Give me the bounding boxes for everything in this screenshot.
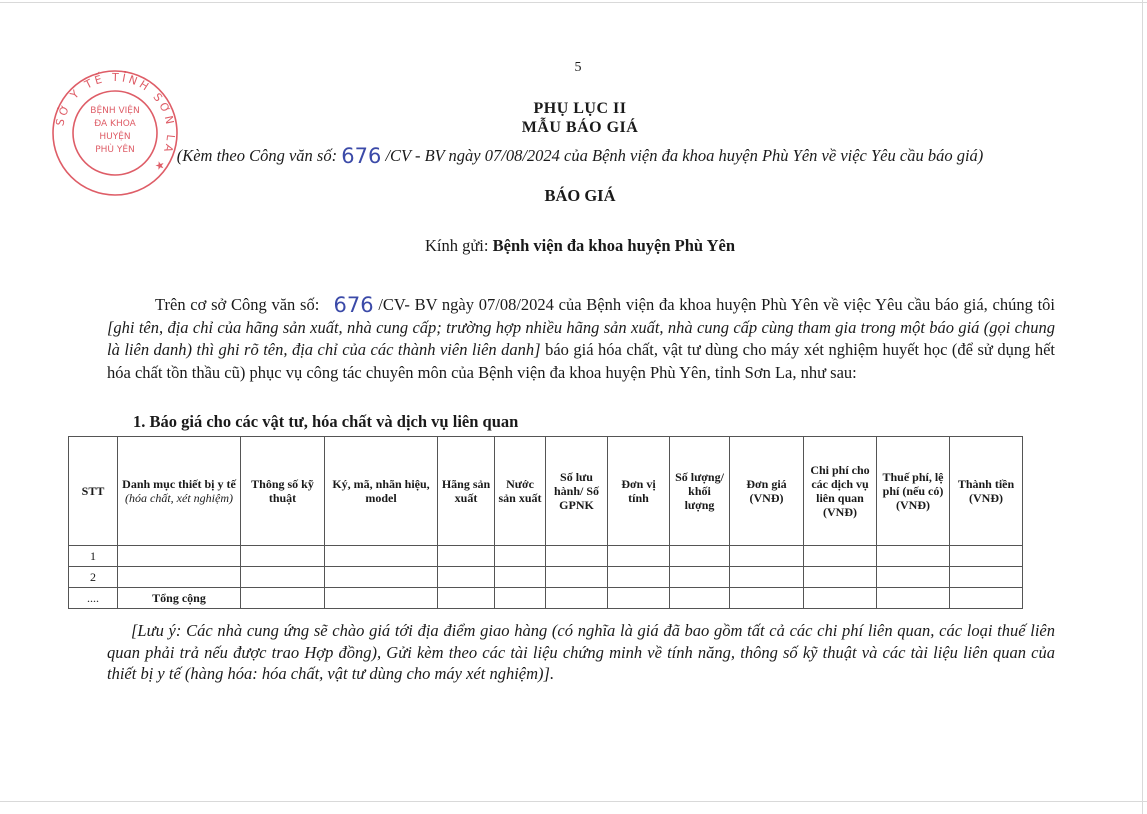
page-number: 5 bbox=[574, 60, 582, 75]
table-cell bbox=[877, 546, 950, 567]
header-thong-so: Thông số kỹ thuật bbox=[241, 437, 325, 546]
svg-text:ĐA KHOA: ĐA KHOA bbox=[94, 119, 136, 129]
hospital-stamp-icon bbox=[50, 68, 180, 198]
table-total-row bbox=[69, 588, 1023, 609]
table-cell bbox=[670, 567, 730, 588]
paragraph-italic: [ghi tên, địa chỉ của hãng sản xuất, nhà cung cấp; trường hợp nhiều hãng sản xuất, nhà cung cấp cùng tham gia trong một báo giá (gọi chung là liên danh) thì ghi rõ tên, địa chỉ của các thành viên liên danh] bbox=[107, 317, 1055, 359]
header-danh-muc-note: (hóa chất, xét nghiệm) bbox=[125, 491, 233, 505]
paragraph-part2: /CV- BV ngày 07/08/2024 của Bệnh viện đa khoa huyện Phù Yên về việc Yêu cầu báo giá, chúng tôi bbox=[378, 295, 1056, 314]
header-danh-muc-label: Danh mục thiết bị y tế bbox=[122, 477, 236, 491]
quotation-table bbox=[68, 436, 1023, 609]
table-cell bbox=[438, 588, 495, 609]
handwritten-doc-number-2: 676 bbox=[333, 293, 374, 317]
row-stt: 1 bbox=[69, 546, 118, 567]
paragraph-part3: báo giá hóa chất, vật tư dùng cho máy xét nghiệm huyết học (để sử dụng hết hóa chất tồn thầu cũ) phục vụ công tác chuyên môn của Bệnh viện đa khoa huyện Phù Yên, tỉnh Sơn La, như sau: bbox=[107, 340, 1055, 382]
header-don-gia: Đơn giá (VNĐ) bbox=[730, 437, 804, 546]
subtitle-suffix: /CV - BV ngày 07/08/2024 của Bệnh viện đa khoa huyện Phù Yên về việc Yêu cầu báo giá) bbox=[385, 146, 984, 165]
svg-text:PHÙ YÊN: PHÙ YÊN bbox=[95, 145, 135, 155]
table-cell bbox=[495, 567, 546, 588]
svg-text:HUYỆN: HUYỆN bbox=[99, 132, 131, 142]
header-danh-muc bbox=[118, 437, 241, 546]
addressee bbox=[250, 236, 910, 256]
table-cell bbox=[730, 546, 804, 567]
row-stt: 2 bbox=[69, 567, 118, 588]
appendix-title: PHỤ LỤC II bbox=[533, 100, 627, 117]
table-cell bbox=[325, 546, 438, 567]
table-cell bbox=[877, 567, 950, 588]
table-cell bbox=[608, 567, 670, 588]
table-row bbox=[69, 567, 1023, 588]
header-thue-phi: Thuế phí, lệ phí (nếu có) (VNĐ) bbox=[877, 437, 950, 546]
table-cell bbox=[730, 567, 804, 588]
table-cell bbox=[118, 546, 241, 567]
table-cell bbox=[877, 588, 950, 609]
header-stt: STT bbox=[69, 437, 118, 546]
table-cell bbox=[950, 588, 1023, 609]
svg-text:BỆNH VIỆN: BỆNH VIỆN bbox=[90, 106, 140, 116]
document-title: BÁO GIÁ bbox=[544, 186, 616, 205]
header-nuoc: Nước sản xuất bbox=[495, 437, 546, 546]
paragraph-part1: Trên cơ sở Công văn số: bbox=[155, 295, 320, 314]
table-cell bbox=[241, 588, 325, 609]
table-cell bbox=[241, 546, 325, 567]
table-cell bbox=[546, 588, 608, 609]
header-ky-ma: Ký, mã, nhãn hiệu, model bbox=[325, 437, 438, 546]
subtitle bbox=[80, 142, 1080, 166]
total-row-stt: .... bbox=[69, 588, 118, 609]
header-so-luong: Số lượng/ khối lượng bbox=[670, 437, 730, 546]
table-cell bbox=[118, 567, 241, 588]
table-cell bbox=[804, 588, 877, 609]
table-cell bbox=[804, 567, 877, 588]
table-cell bbox=[495, 588, 546, 609]
table-cell bbox=[438, 546, 495, 567]
page-edge-bottom bbox=[0, 801, 1147, 802]
page-edge-top bbox=[0, 2, 1147, 3]
header-don-vi: Đơn vị tính bbox=[608, 437, 670, 546]
header-so-luu-hanh: Số lưu hành/ Số GPNK bbox=[546, 437, 608, 546]
table-cell bbox=[950, 546, 1023, 567]
table-cell bbox=[950, 567, 1023, 588]
addressee-label: Kính gửi: bbox=[424, 236, 489, 255]
header-hang: Hãng sản xuất bbox=[438, 437, 495, 546]
table-cell bbox=[495, 546, 546, 567]
addressee-name: Bệnh viện đa khoa huyện Phù Yên bbox=[492, 236, 735, 255]
table-header-row bbox=[69, 437, 1023, 546]
subtitle-prefix: (Kèm theo Công văn số: bbox=[176, 146, 338, 165]
table-cell bbox=[670, 546, 730, 567]
header-thanh-tien: Thành tiền (VNĐ) bbox=[950, 437, 1023, 546]
table-cell bbox=[608, 588, 670, 609]
table-cell bbox=[670, 588, 730, 609]
note-paragraph bbox=[107, 620, 1055, 685]
handwritten-doc-number: 676 bbox=[341, 144, 382, 168]
page-edge-right bbox=[1142, 0, 1143, 814]
section-title: 1. Báo giá cho các vật tư, hóa chất và dịch vụ liên quan bbox=[133, 412, 519, 431]
form-title: MẪU BÁO GIÁ bbox=[521, 119, 639, 136]
svg-text:SỞ Y TẾ TỈNH SƠN LA ★: SỞ Y TẾ TỈNH SƠN LA ★ bbox=[53, 70, 178, 176]
total-label: Tổng cộng bbox=[118, 588, 241, 609]
table-cell bbox=[608, 546, 670, 567]
note-text: [Lưu ý: Các nhà cung ứng sẽ chào giá tới địa điểm giao hàng (có nghĩa là giá đã bao gồm tất cả các chi phí liên quan, các loại thuế liên quan phải trả nếu được trao Hợp đồng), Gửi kèm theo các tài liệu chứng minh về tính năng, thông số kỹ thuật và các tài liệu liên quan của thiết bị y tế (hàng hóa: hóa chất, vật tư dùng cho máy xét nghiệm)]. bbox=[107, 621, 1055, 683]
table-cell bbox=[546, 567, 608, 588]
table-cell bbox=[325, 567, 438, 588]
table-row bbox=[69, 546, 1023, 567]
table-cell bbox=[241, 567, 325, 588]
table-cell bbox=[730, 588, 804, 609]
header-chi-phi: Chi phí cho các dịch vụ liên quan (VNĐ) bbox=[804, 437, 877, 546]
table-cell bbox=[546, 546, 608, 567]
table-cell bbox=[325, 588, 438, 609]
table-cell bbox=[804, 546, 877, 567]
table-cell bbox=[438, 567, 495, 588]
body-paragraph bbox=[107, 292, 1055, 384]
